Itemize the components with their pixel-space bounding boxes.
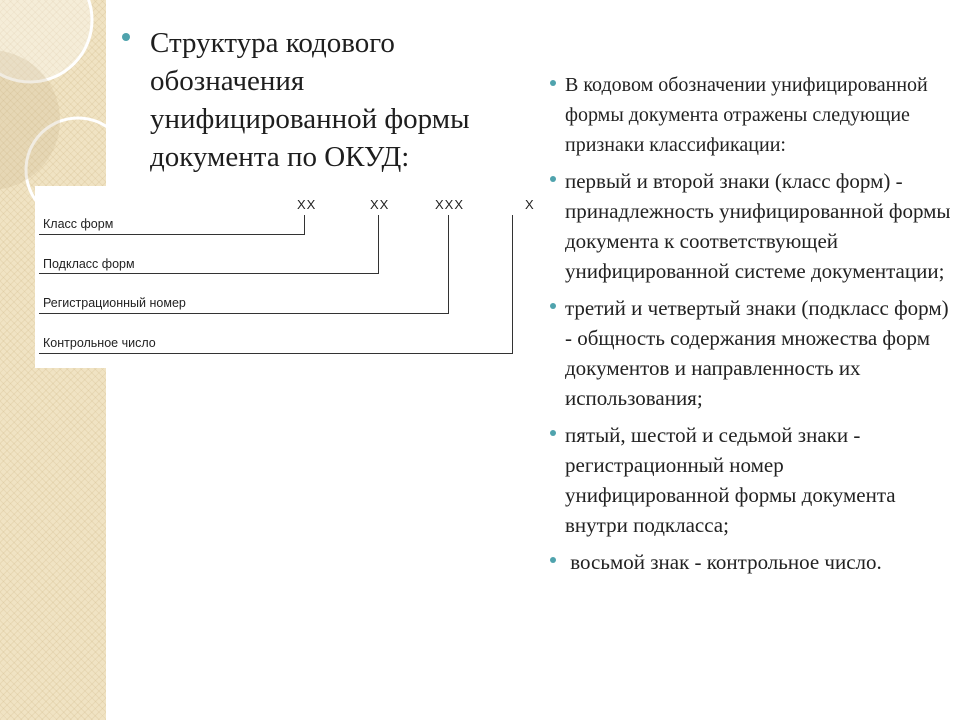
- bullet-icon: [550, 303, 556, 309]
- line-control: [39, 353, 513, 354]
- list-item: пятый, шестой и седьмой знаки - регистрационный номер унифицированной формы документа внутри подкласса;: [548, 420, 953, 540]
- label-subclass: Подкласс форм: [43, 257, 135, 271]
- okud-code-diagram: [35, 186, 565, 368]
- connector-class: [304, 215, 305, 235]
- bullet-icon: [550, 557, 556, 563]
- label-class: Класс форм: [43, 217, 114, 231]
- connector-subclass: [378, 215, 379, 274]
- line-subclass: [39, 273, 379, 274]
- line-class: [39, 234, 305, 235]
- line-registration: [39, 313, 449, 314]
- list-item: первый и второй знаки (класс форм) - принадлежность унифицированной формы документа к соответствующей унифицированной системе документации;: [548, 166, 953, 286]
- list-item: третий и четвертый знаки (подкласс форм) - общность содержания множества форм документов и направленность их использования;: [548, 293, 953, 413]
- code-subclass: ХХ: [370, 197, 390, 212]
- code-class: ХХ: [297, 197, 317, 212]
- list-item: В кодовом обозначении унифицированной формы документа отражены следующие признаки классификации:: [548, 70, 953, 160]
- bullet-icon: [550, 80, 556, 86]
- list-item: восьмой знак - контрольное число.: [548, 547, 953, 577]
- bullet-icon: [550, 176, 556, 182]
- bullet-icon: [550, 430, 556, 436]
- code-registration: ХХХ: [435, 197, 465, 212]
- classification-list: [548, 70, 953, 577]
- code-control: Х: [525, 197, 535, 212]
- title-bullet: [122, 33, 130, 41]
- connector-control: [512, 215, 513, 354]
- label-registration: Регистрационный номер: [43, 296, 186, 310]
- connector-registration: [448, 215, 449, 314]
- slide-title: Структура кодового обозначения унифицированной формы документа по ОКУД:: [150, 27, 470, 173]
- label-control: Контрольное число: [43, 336, 156, 350]
